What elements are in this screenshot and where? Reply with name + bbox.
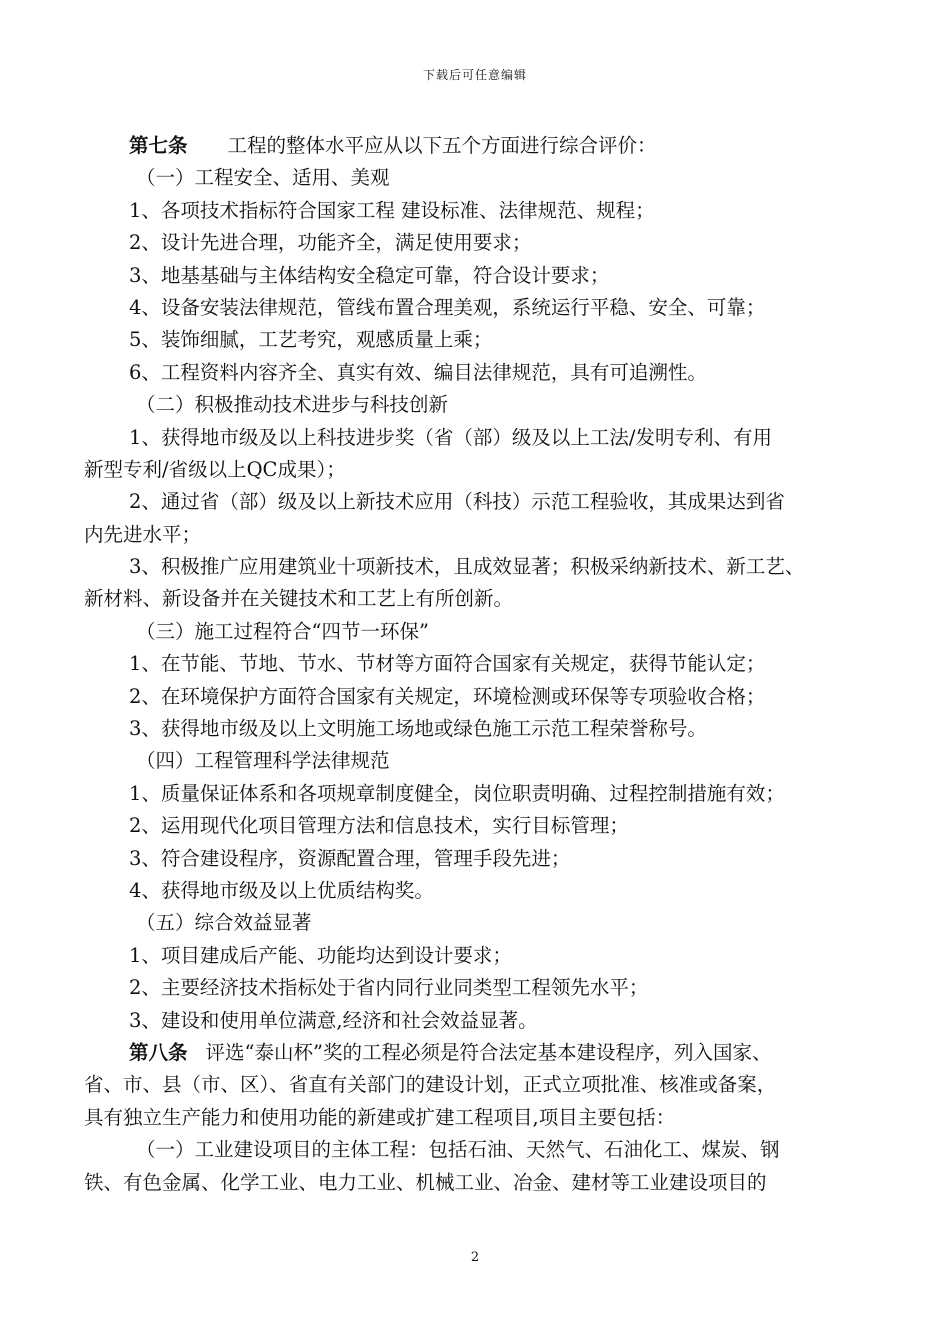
paragraph-line: 1、各项技术指标符合国家工程 建设标准、法律规范、规程； (129, 198, 655, 222)
paragraph-line: 4、获得地市级及以上优质结构奖。 (129, 878, 434, 902)
section-heading: （一）工程安全、适用、美观 (136, 166, 390, 190)
paragraph-line: 2、运用现代化项目管理方法和信息技术，实行目标管理； (129, 814, 629, 838)
page-number: 2 (470, 1250, 480, 1265)
article-title: 第七条 (129, 134, 188, 157)
paragraph-line: 3、符合建设程序，资源配置合理，管理手段先进； (129, 846, 571, 870)
paragraph-line: 铁、有色金属、化学工业、电力工业、机械工业、冶金、建材等工业建设项目的 (84, 1170, 767, 1194)
paragraph-line: 新材料、新设备并在关键技术和工艺上有所创新。 (84, 587, 514, 611)
paragraph-line: 3、获得地市级及以上文明施工场地或绿色施工示范工程荣誉称号。 (129, 717, 707, 741)
clause-list (84, 162, 906, 1037)
article-intro: 工程的整体水平应从以下五个方面进行综合评价： (227, 134, 657, 157)
paragraph-line: 内先进水平； (84, 522, 202, 546)
paragraph-line: 2、通过省（部）级及以上新技术应用（科技）示范工程验收，其成果达到省 (129, 490, 785, 514)
article-7-heading (84, 130, 906, 162)
paragraph-line: （一）工业建设项目的主体工程：包括石油、天然气、石油化工、煤炭、钢 (136, 1138, 780, 1162)
paragraph-line: 2、主要经济技术指标处于省内同行业同类型工程领先水平； (129, 976, 649, 1000)
section-heading: （四）工程管理科学法律规范 (136, 749, 390, 773)
section-heading: （三）施工过程符合“四节一环保” (136, 619, 429, 643)
paragraph-line: 1、项目建成后产能、功能均达到设计要求； (129, 943, 512, 967)
paragraph-line: 省、市、县（市、区）、省直有关部门的建设计划，正式立项批准、核准或备案， (84, 1073, 777, 1097)
paragraph-line: 2、设计先进合理，功能齐全，满足使用要求； (129, 231, 532, 255)
page-header: 下载后可任意编辑 (422, 68, 527, 82)
article-first-line: 评选“泰山杯”奖的工程必须是符合法定基本建设程序，列入国家、 (205, 1040, 772, 1064)
paragraph-line: 新型专利/省级以上QC成果）； (84, 457, 346, 481)
paragraph-line: 3、积极推广应用建筑业十项新技术，且成效显著；积极采纳新技术、新工艺、 (129, 555, 805, 579)
paragraph-line: 2、在环境保护方面符合国家有关规定，环境检测或环保等专项验收合格； (129, 684, 766, 708)
paragraph-line: 3、建设和使用单位满意,经济和社会效益显著。 (129, 1008, 538, 1032)
document-body (84, 130, 906, 1199)
paragraph-line: 具有独立生产能力和使用功能的新建或扩建工程项目,项目主要包括： (84, 1105, 676, 1129)
paragraph-line: 6、工程资料内容齐全、真实有效、编目法律规范，具有可追溯性。 (129, 360, 707, 384)
section-heading: （五）综合效益显著 (136, 911, 312, 935)
section-heading: （二）积极推动技术进步与科技创新 (136, 393, 449, 417)
paragraph-line: 4、设备安装法律规范，管线布置合理美观，系统运行平稳、安全、可靠； (129, 295, 766, 319)
paragraph-line: 5、装饰细腻，工艺考究，观感质量上乘； (129, 328, 493, 352)
paragraph-line: 1、在节能、节地、节水、节材等方面符合国家有关规定，获得节能认定； (129, 652, 766, 676)
article-title: 第八条 (129, 1040, 188, 1064)
paragraph-line: 1、质量保证体系和各项规章制度健全，岗位职责明确、过程控制措施有效； (129, 781, 785, 805)
article-8-heading (84, 1037, 906, 1069)
paragraph-line: 3、地基基础与主体结构安全稳定可靠，符合设计要求； (129, 263, 610, 287)
paragraph-line: 1、获得地市级及以上科技进步奖（省（部）级及以上工法/发明专利、有用 (129, 425, 772, 449)
